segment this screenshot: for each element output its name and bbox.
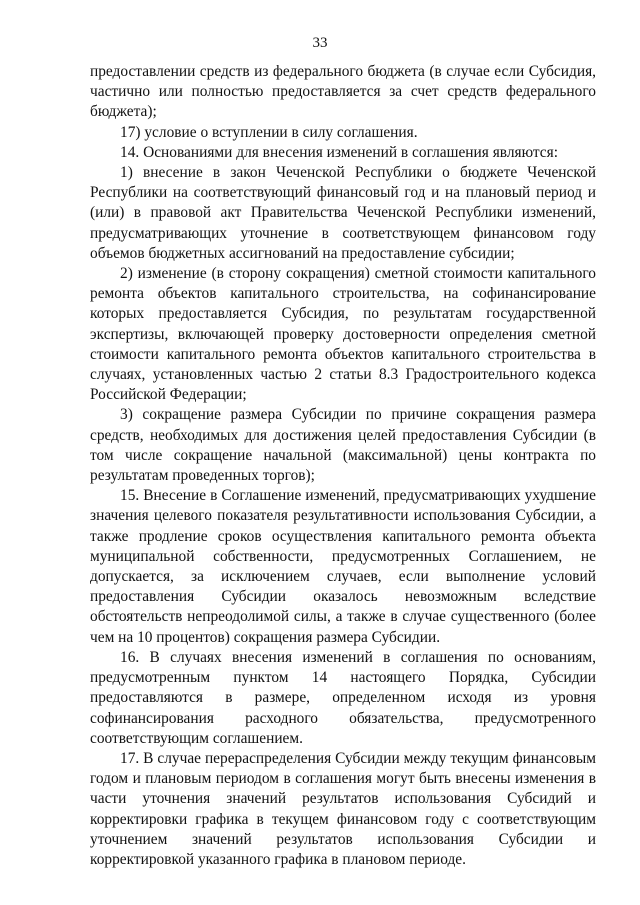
document-body	[90, 62, 596, 870]
paragraph-section-15: 15. Внесение в Соглашение изменений, предусматривающих ухудшение значения целевого показателя результативности использования Субсидии, а также продление сроков осуществления капитального ремонта объекта муниципальной собственности, предусмотренных Соглашением, не допускается, за исключением случаев, если выполнение условий предоставления Субсидии оказалось невозможным вследствие обстоятельств непреодолимой силы, а также в случае существенного (более чем на 10 процентов) сокращения размера Субсидии.	[90, 487, 596, 646]
paragraph-section-14-item-1: 1) внесение в закон Чеченской Республики о бюджете Чеченской Республики на соответствующий финансовый год и на плановый период и (или) в правовой акт Правительства Чеченской Республики изменений, предусматривающих уточнение в соответствующем финансовом году объемов бюджетных ассигнований на предоставление субсидии;	[90, 164, 596, 262]
paragraph-section-14: 14. Основаниями для внесения изменений в соглашения являются:	[120, 143, 558, 161]
page-number: 33	[312, 35, 328, 51]
paragraph-section-17: 17. В случае перераспределения Субсидии между текущим финансовым годом и плановым периодом в соглашения могут быть внесены изменения в части уточнения значений результатов использования Субсидий и корректировки графика в текущем финансовом году с соответствующим уточнением значений результатов использования Субсидии и корректировкой указанного графика в плановом периоде.	[90, 749, 596, 868]
paragraph-section-14-item-2: 2) изменение (в сторону сокращения) сметной стоимости капитального ремонта объектов капитального строительства, на софинансирование которых предоставляется Субсидия, по результатам государственной экспертизы, включающей проверку достоверности определения сметной стоимости капитального ремонта объектов капитального строительства в случаях, установленных частью 2 статьи 8.3 Градостроительного кодекса Российской Федерации;	[90, 265, 596, 404]
paragraph-section-14-item-3: 3) сокращение размера Субсидии по причине сокращения размера средств, необходимых для достижения целей предоставления Субсидии (в том числе сокращение начальной (максимальной) цены контракта по результатам проведенных торгов);	[90, 406, 596, 485]
paragraph-continuation: предоставлении средств из федерального бюджета (в случае если Субсидия, частично или полностью предоставляется за счет средств федерального бюджета);	[90, 63, 596, 121]
paragraph-item-17-condition: 17) условие о вступлении в силу соглашения.	[120, 123, 418, 141]
paragraph-section-16: 16. В случаях внесения изменений в соглашения по основаниям, предусмотренным пунктом 14 настоящего Порядка, Субсидии предоставляются в размере, определенном исходя из уровня софинансирования расходного обязательства, предусмотренного соответствующим соглашением.	[90, 648, 596, 747]
